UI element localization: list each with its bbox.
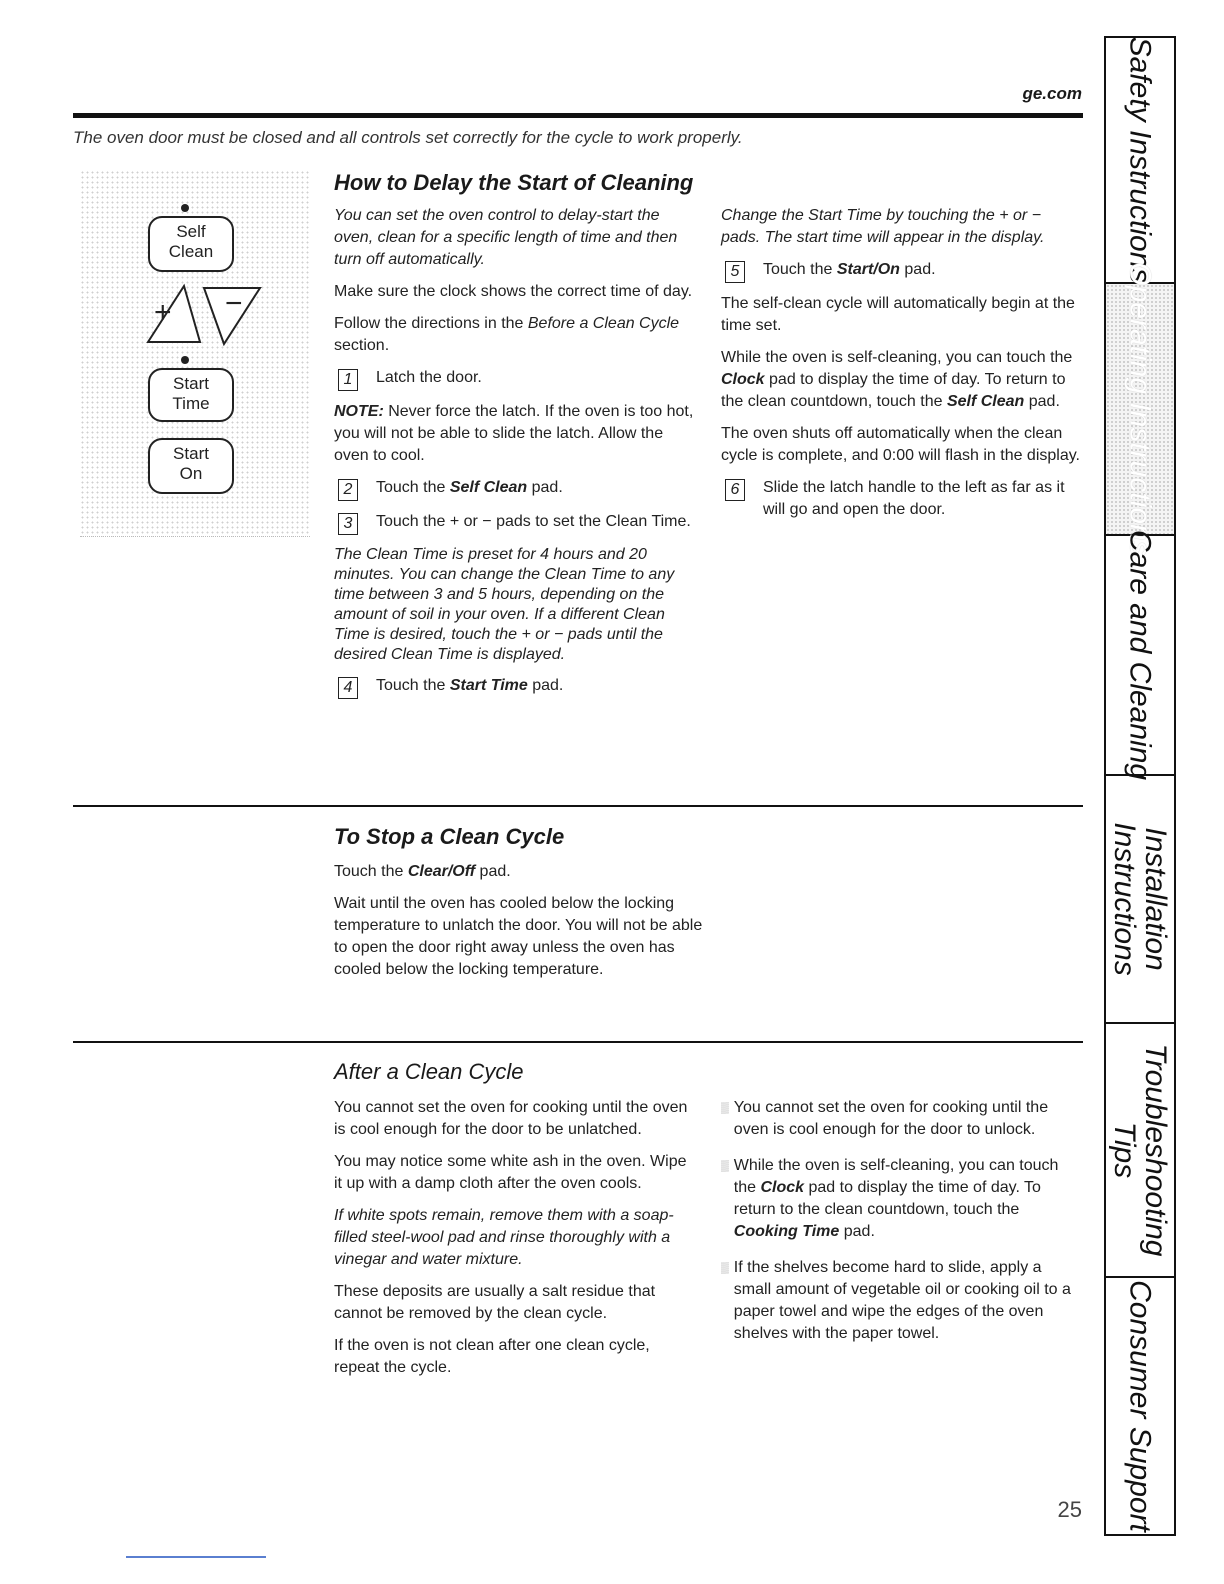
bullet-text: If the shelves become hard to slide, apply a small amount of vegetable oil or cooking oil to a paper towel and wipe the edges of the oven shelves with the paper towel. — [733, 1259, 1071, 1342]
text: Touch the — [763, 261, 837, 278]
after-right-column — [721, 1097, 1083, 1359]
after-paragraph-1: You cannot set the oven for cooking until the oven is cool enough for the door to be unlatched. — [334, 1099, 688, 1138]
section-tabs — [1104, 36, 1176, 1536]
intro-note: The oven door must be closed and all controls set correctly for the cycle to work properly. — [73, 128, 743, 147]
text: pad. — [839, 1223, 875, 1240]
bullet-text: You cannot set the oven for cooking until the oven is cool enough for the door to unlock. — [733, 1099, 1049, 1138]
while-cleaning-paragraph — [721, 347, 1083, 413]
pad-label: Time — [172, 394, 210, 413]
tab-operating-instructions[interactable] — [1106, 262, 1174, 556]
text: pad. — [899, 261, 936, 278]
change-start-paragraph: Change the Start Time by touching the + or − pads. The start time will appear in the display. — [721, 207, 1045, 246]
step-text: Touch the + or − pads to set the Clean Time. — [376, 513, 691, 530]
step-6 — [721, 477, 1083, 521]
delay-left-column — [334, 205, 694, 709]
start-on-pad — [148, 438, 234, 494]
tab-label: Safety Instructions — [1123, 36, 1157, 284]
step-3 — [334, 511, 694, 535]
stop-paragraph-2: Wait until the oven has cooled below the locking temperature to unlatch the door. You will not be able to open the door right away unless the oven has cooled below the locking temperature. — [334, 895, 703, 978]
pad-name: Start/On — [836, 261, 900, 278]
after-paragraph-4: These deposits are usually a salt residue that cannot be removed by the clean cycle. — [334, 1283, 656, 1322]
pad-label: On — [179, 464, 203, 483]
preset-paragraph: The Clean Time is preset for 4 hours and 20 minutes. You can change the Clean Time to any time between 3 and 5 hours, depending on the amount of soil in your oven. If a different Clean Time is desired, touch the + or − pads until the desired Clean Time is displayed. — [334, 546, 675, 663]
after-paragraph-3: If white spots remain, remove them with a soap-filled steel-wool pad and rinse thoroughly with a vinegar and water mixture. — [334, 1207, 674, 1268]
after-paragraph-2: You may notice some white ash in the oven. Wipe it up with a damp cloth after the oven cools. — [334, 1153, 687, 1192]
text: pad to display the time of day. To return to the clean countdown, touch the — [721, 371, 1066, 410]
delay-right-column — [721, 205, 1083, 531]
pad-name: Cooking Time — [733, 1223, 840, 1240]
pad-name: Self Clean — [946, 393, 1025, 410]
step-text — [376, 675, 563, 697]
step-text: Slide the latch handle to the left as far as it will go and open the door. — [763, 479, 1065, 518]
site-url[interactable]: ge.com — [1022, 84, 1082, 103]
bullet-icon: ▒ — [721, 1160, 729, 1172]
section-divider — [73, 805, 1083, 807]
bullet-item — [721, 1097, 1083, 1141]
tab-label: Operating Instructions — [1123, 262, 1157, 556]
tab-safety-instructions[interactable] — [1106, 38, 1174, 284]
step-number: 1 — [338, 369, 358, 391]
text: Touch the — [376, 479, 450, 496]
header-rule — [73, 113, 1083, 118]
pad-label: Self — [176, 222, 206, 241]
bullet-item — [721, 1155, 1083, 1243]
step-5 — [721, 259, 1083, 283]
pad-label: Clean — [168, 242, 214, 261]
step-2 — [334, 477, 694, 501]
text: Touch the — [376, 677, 450, 694]
text: pad. — [1024, 393, 1060, 410]
pad-label: Start — [173, 444, 209, 463]
bullet-text — [734, 1155, 1083, 1243]
step-number: 4 — [338, 677, 358, 699]
delay-section-title: How to Delay the Start of Cleaning — [334, 170, 694, 195]
plus-glyph: + — [154, 296, 172, 329]
text: While the oven is self-cleaning, you can touch the — [721, 349, 1073, 366]
step-number: 2 — [338, 479, 358, 501]
indicator-light-icon — [181, 356, 189, 364]
self-clean-pad — [148, 216, 234, 272]
stop-paragraph-1 — [334, 861, 704, 883]
footer-line — [126, 1556, 266, 1558]
tab-care-and-cleaning[interactable] — [1106, 529, 1174, 781]
step-text — [763, 259, 936, 281]
step-number: 3 — [338, 513, 358, 535]
auto-begin-paragraph: The self-clean cycle will automatically begin at the time set. — [721, 295, 1075, 334]
pad-name: Clear/Off — [407, 863, 476, 880]
text: pad. — [475, 863, 511, 880]
tab-installation-instructions[interactable] — [1106, 776, 1174, 1024]
text: pad. — [527, 479, 563, 496]
delay-intro: You can set the oven control to delay-start the oven, clean for a specific length of time and then turn off automatically. — [334, 207, 678, 268]
page-number: 25 — [1057, 1497, 1082, 1522]
text: Follow the directions in the — [334, 315, 528, 332]
pad-name: Start Time — [449, 677, 528, 694]
note-text: Never force the latch. If the oven is too hot, you will not be able to slide the latch. Allow the oven to cool. — [334, 403, 694, 464]
step-number: 6 — [725, 479, 745, 501]
tab-troubleshooting-tips[interactable] — [1106, 1024, 1174, 1278]
step-text: Latch the door. — [376, 369, 482, 386]
pad-name: Self Clean — [449, 479, 528, 496]
pad-label: Start — [173, 374, 209, 393]
start-time-pad — [148, 368, 234, 422]
after-paragraph-5: If the oven is not clean after one clean cycle, repeat the cycle. — [334, 1337, 650, 1376]
step-text — [376, 477, 563, 499]
shuts-off-paragraph: The oven shuts off automatically when the clean cycle is complete, and 0:00 will flash in the display. — [721, 425, 1080, 464]
section-divider — [73, 1041, 1083, 1043]
after-left-column — [334, 1097, 694, 1389]
pad-name: Clock — [760, 1179, 805, 1196]
tab-consumer-support[interactable] — [1106, 1278, 1174, 1534]
step-4 — [334, 675, 694, 699]
after-section-title: After a Clean Cycle — [334, 1059, 524, 1084]
text: section. — [334, 337, 390, 354]
stop-section-body — [334, 861, 704, 991]
tab-label: Consumer Support — [1123, 1280, 1157, 1532]
clock-paragraph: Make sure the clock shows the correct time of day. — [334, 283, 693, 300]
bullet-item — [721, 1257, 1083, 1345]
minus-glyph: − — [225, 287, 243, 320]
step-number: 5 — [725, 261, 745, 283]
text: pad to display the time of day. To return to the clean countdown, touch the — [733, 1179, 1041, 1218]
text: While the oven is self-cleaning, you can touch the — [733, 1157, 1059, 1196]
tab-label: Troubleshooting Tips — [1108, 1043, 1172, 1257]
tab-label: Installation Instructions — [1108, 822, 1172, 976]
stop-section-title: To Stop a Clean Cycle — [334, 824, 565, 849]
bullet-icon: ▒ — [721, 1102, 729, 1114]
indicator-light-icon — [181, 204, 189, 212]
follow-paragraph — [334, 313, 694, 357]
bullet-icon: ▒ — [721, 1262, 729, 1274]
step-1 — [334, 367, 694, 391]
note-paragraph — [334, 401, 694, 467]
control-panel-illustration — [80, 170, 310, 537]
text: Touch the — [334, 863, 408, 880]
tab-label: Care and Cleaning — [1123, 529, 1157, 781]
text: pad. — [527, 677, 564, 694]
pad-name: Clock — [721, 371, 765, 388]
section-reference: Before a Clean Cycle — [527, 315, 680, 332]
note-label: NOTE: — [334, 403, 384, 420]
